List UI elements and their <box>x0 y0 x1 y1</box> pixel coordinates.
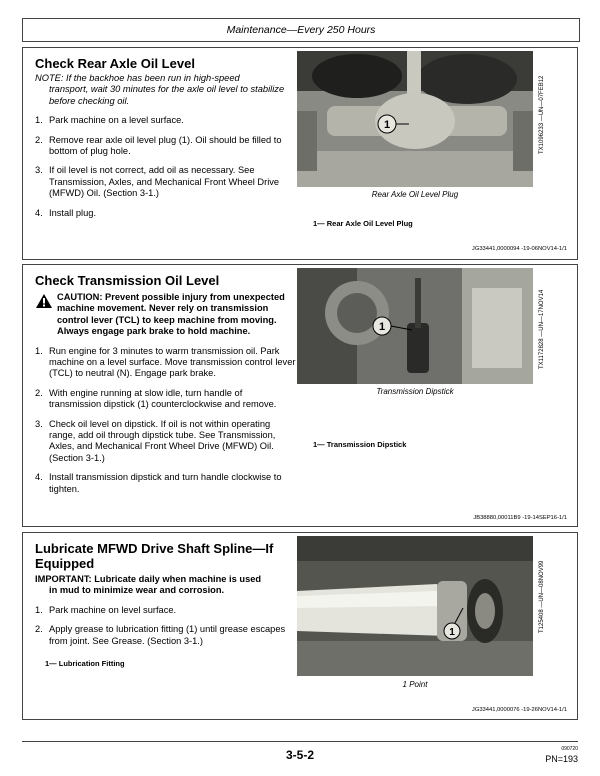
image-code: T125408 —UN—08NOV99 <box>539 560 545 633</box>
rear-axle-photo <box>297 51 533 187</box>
list-item: 1. Run engine for 3 minutes to warm transmission oil. Park machine on a level surface. Move transmission control lever (TCL) to neutral (N). Engage park brake. <box>35 345 296 379</box>
list-item: 3. If oil level is not correct, add oil as necessary. See Transmission, Axles, and Mechanical Front Wheel Drive (MFWD) Oil. (Section 3-1.) <box>35 165 280 199</box>
image-code: TX1096233 —UN—07FEB12 <box>539 75 545 154</box>
section-body <box>35 574 297 655</box>
list-item: 1. Park machine on a level surface. <box>35 115 184 126</box>
list-item: 3. Check oil level on dipstick. If oil is not within operating range, add oil through dipstick tube. See Transmission, Axles, and Mechanical Front Wheel Drive (MFWD) Oil. (Section 3-1.) <box>35 418 276 463</box>
list-item: 2. Apply grease to lubrication fitting (1) until grease escapes from joint. See Grease. (Section 3-1.) <box>35 624 286 646</box>
callout-label: 1 <box>378 321 386 333</box>
caution: CAUTION: Prevent possible injury from unexpected machine movement. Never rely on transmission control lever (TCL) to keep machine from moving. Always engage park brake to hold machine. <box>35 292 297 338</box>
photo-caption: Rear Axle Oil Level Plug <box>371 190 459 199</box>
doc-code: JG33441,0000076 -19-26NOV14-1/1 <box>471 707 567 713</box>
list-item: 1. Park machine on level surface. <box>35 604 177 615</box>
page-header: Maintenance—Every 250 Hours <box>22 18 580 42</box>
callout-label: 1 <box>383 119 391 131</box>
section-mfwd-spline <box>22 532 578 720</box>
footer-divider <box>22 741 578 742</box>
list-item: 2. Remove rear axle oil level plug (1). Oil should be filled to bottom of plug hole. <box>35 134 282 157</box>
drive-shaft-photo <box>297 536 533 676</box>
steps-list <box>35 115 297 219</box>
doc-code: JG33441,0000094 -19-06NOV14-1/1 <box>471 246 567 252</box>
section-body <box>35 73 297 227</box>
list-item: 2. With engine running at slow idle, turn handle of transmission dipstick (1) counterclockwise and remove. <box>35 387 277 410</box>
steps-list <box>35 605 297 647</box>
photo-caption: Transmission Dipstick <box>376 387 454 396</box>
section-title: Check Rear Axle Oil Level <box>35 56 195 71</box>
pn-label: PN=193 <box>545 754 578 764</box>
transmission-dipstick-photo <box>297 268 533 384</box>
legend: 1— Transmission Dipstick <box>313 440 407 449</box>
warning-icon <box>35 293 53 309</box>
note: NOTE: If the backhoe has been run in high-speed transport, wait 30 minutes for the axle oil level to stabilize before checking oil. <box>35 73 285 106</box>
page-number: 3-5-2 <box>285 748 314 762</box>
section-body <box>35 292 297 503</box>
section-transmission <box>22 264 578 527</box>
important-note: IMPORTANT: Lubricate daily when machine is used in mud to minimize wear and corrosion. <box>35 574 262 596</box>
section-title: Lubricate MFWD Drive Shaft Spline—If Equipped <box>35 541 274 571</box>
footer-code: 090720 <box>561 746 578 752</box>
legend: 1— Rear Axle Oil Level Plug <box>313 219 413 228</box>
callout-label: 1 <box>449 627 455 638</box>
list-item: 4. Install plug. <box>35 207 97 218</box>
doc-code: JB38880,00011B9 -19-14SEP16-1/1 <box>473 515 567 521</box>
section-rear-axle <box>22 47 578 260</box>
image-code: TX1172828 —UN—17NOV14 <box>539 289 545 369</box>
steps-list <box>35 346 297 495</box>
section-title: Check Transmission Oil Level <box>35 273 220 288</box>
photo-caption: 1 Point <box>402 680 428 689</box>
list-item: 4. Install transmission dipstick and turn handle clockwise to tighten. <box>35 472 282 494</box>
legend: 1— Lubrication Fitting <box>45 659 125 668</box>
